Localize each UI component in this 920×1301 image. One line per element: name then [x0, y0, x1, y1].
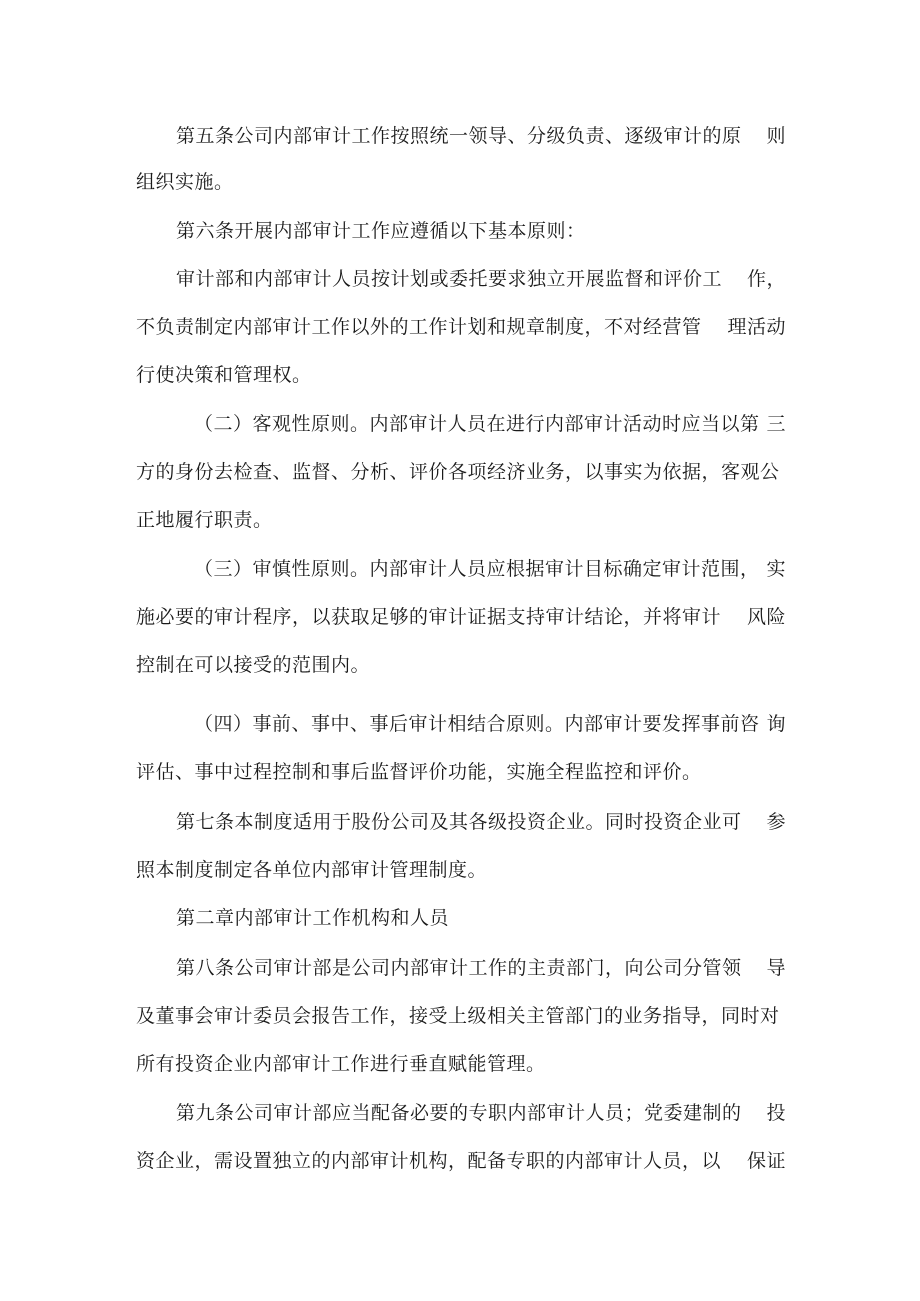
paragraph-line — [136, 605, 786, 629]
text-segment: 审计部和内部审计人员按计划或委托要求独立开展监督和评价工 — [176, 268, 723, 290]
paragraph-line — [176, 124, 786, 148]
paragraph-line: 组织实施。 — [136, 171, 234, 193]
text-segment: 参 — [766, 811, 786, 833]
paragraph-line: 控制在可以接受的范围内。 — [136, 654, 371, 676]
paragraph-line — [176, 1101, 786, 1125]
text-segment: 实 — [766, 558, 786, 580]
text-segment: 作， — [746, 268, 786, 290]
text-segment: 第八条公司审计部是公司内部审计工作的主责部门，向公司分管领 — [176, 957, 742, 979]
text-segment: 施必要的审计程序，以获取足够的审计证据支持审计结论，并将审计 — [136, 606, 722, 628]
paragraph-line — [194, 712, 786, 736]
paragraph-line: 照本制度制定各单位内部审计管理制度。 — [136, 859, 488, 881]
text-segment: 导 — [766, 957, 786, 979]
paragraph-line — [136, 460, 786, 484]
paragraph-line: 正地履行职责。 — [136, 509, 273, 531]
text-segment: 第九条公司审计部应当配备必要的专职内部审计人员；党委建制的 — [176, 1102, 742, 1124]
text-segment: 风险 — [746, 606, 786, 628]
paragraph-line — [176, 956, 786, 980]
text-segment: 第七条本制度适用于股份公司及其各级投资企业。同时投资企业可 — [176, 811, 742, 833]
text-segment: 及董事会审计委员会报告工作，接受上级相关主管部门的业务指导，同时对 — [136, 1005, 780, 1027]
paragraph-line: 行使决策和管理权。 — [136, 364, 312, 386]
text-segment: （二）客观性原则。内部审计人员在进行内部审计活动时应当以第 — [194, 413, 760, 435]
text-segment: 保证 — [746, 1150, 786, 1172]
paragraph-line: 所有投资企业内部审计工作进行垂直赋能管理。 — [136, 1053, 546, 1075]
paragraph-line — [136, 315, 786, 339]
text-segment: 投 — [766, 1102, 786, 1124]
text-segment: 理活动 — [727, 316, 786, 338]
paragraph-line — [176, 267, 786, 291]
text-segment: （四）事前、事中、事后审计相结合原则。内部审计要发挥事前咨 — [194, 713, 760, 735]
paragraph-line — [194, 412, 786, 436]
text-segment: 询 — [766, 713, 786, 735]
paragraph-line: 评估、事中过程控制和事后监督评价功能，实施全程监控和评价。 — [136, 761, 702, 783]
text-segment: 三 — [766, 413, 786, 435]
text-segment: （三）审慎性原则。内部审计人员应根据审计目标确定审计范围， — [194, 558, 760, 580]
chapter-heading: 第二章内部审计工作机构和人员 — [176, 907, 450, 929]
paragraph-line — [176, 810, 786, 834]
paragraph-line — [194, 557, 786, 581]
paragraph-line — [136, 1004, 786, 1028]
paragraph-line — [136, 1149, 786, 1173]
text-segment: 则 — [766, 125, 786, 147]
text-segment: 第五条公司内部审计工作按照统一领导、分级负责、逐级审计的原 — [176, 125, 742, 147]
text-segment: 资企业，需设置独立的内部审计机构，配备专职的内部审计人员，以 — [136, 1150, 722, 1172]
text-segment: 方的身份去检查、监督、分析、评价各项经济业务，以事实为依据，客观公 — [136, 461, 780, 483]
paragraph-line: 第六条开展内部审计工作应遵循以下基本原则： — [176, 220, 586, 242]
text-segment: 不负责制定内部审计工作以外的工作计划和规章制度，不对经营管 — [136, 316, 702, 338]
